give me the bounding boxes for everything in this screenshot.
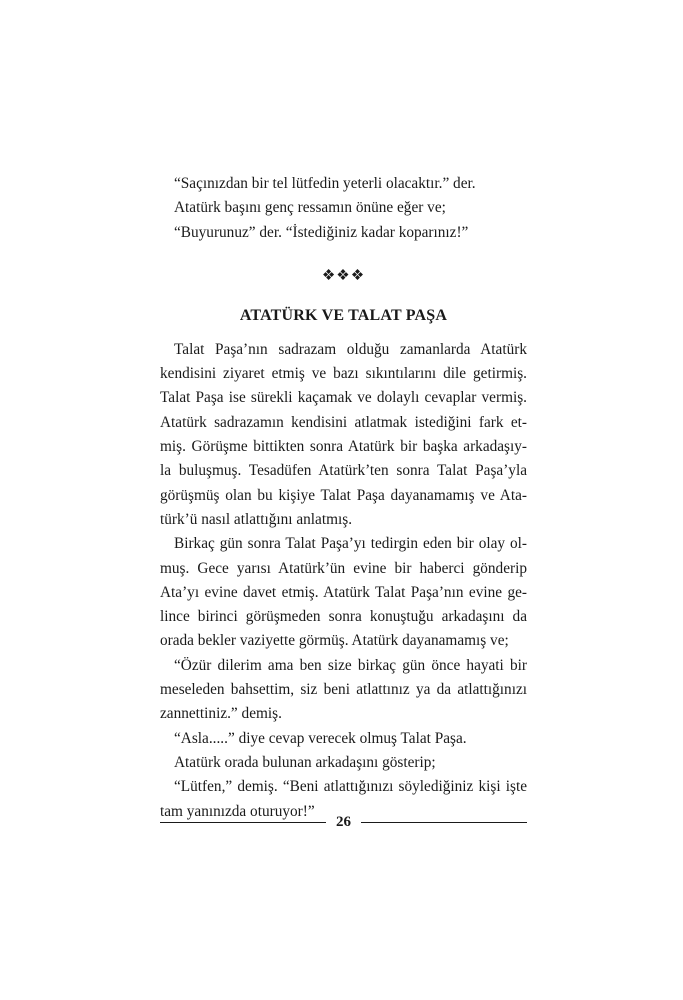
paragraph-line: Talat Paşa ise sürekli kaçamak ve dolaylı cevaplar vermiş. bbox=[160, 389, 527, 407]
paragraph-line: meseleden bahsettim, siz beni atlattınız ya da atlattığınızı bbox=[160, 681, 527, 699]
footer-rule-right bbox=[361, 822, 527, 823]
page-content bbox=[160, 172, 527, 824]
paragraph-line: zannettiniz.” demiş. bbox=[160, 705, 282, 723]
intro-line: “Buyurunuz” der. “İstediğiniz kadar koparınız!” bbox=[174, 223, 469, 241]
paragraph-line: “Özür dilerim ama ben size birkaç gün önce hayati bir bbox=[174, 656, 527, 674]
section-heading: ATATÜRK VE TALAT PAŞA bbox=[239, 306, 448, 324]
section-divider-ornament: ❖❖❖ bbox=[321, 267, 366, 284]
paragraph-line: Atatürk orada bulunan arkadaşını gösterip; bbox=[174, 753, 436, 771]
page-footer bbox=[160, 810, 527, 834]
intro-line: “Saçınızdan bir tel lütfedin yeterli olacaktır.” der. bbox=[174, 175, 476, 192]
intro-line: Atatürk başını genç ressamın önüne eğer ve; bbox=[174, 199, 446, 217]
footer-rule-left bbox=[160, 822, 326, 823]
paragraph-line: orada bekler vaziyette görmüş. Atatürk dayanamamış ve; bbox=[160, 632, 509, 650]
paragraph-line: “Asla.....” diye cevap verecek olmuş Talat Paşa. bbox=[174, 729, 467, 747]
paragraph-line: türk’ü nasıl atlattığını anlatmış. bbox=[160, 510, 353, 528]
paragraph-line: görüşmüş olan bu kişiye Talat Paşa dayanamamış ve Ata- bbox=[160, 486, 527, 504]
paragraph-line: la buluşmuş. Tesadüfen Atatürk’ten sonra Talat Paşa’yla bbox=[160, 462, 527, 480]
paragraph-line: “Lütfen,” demiş. “Beni atlattığınızı söylediğiniz kişi işte bbox=[174, 778, 527, 796]
paragraph-line: lince birinci görüşmeden sonra konuştuğu arkadaşını da bbox=[160, 608, 527, 626]
paragraph-line: Atatürk sadrazamın kendisini atlatmak istediğini fark et- bbox=[160, 413, 527, 431]
paragraph-line: kendisini ziyaret etmiş ve bazı sıkıntılarını dile getirmiş. bbox=[160, 365, 527, 383]
paragraph-line: Ata’yı evine davet etmiş. Atatürk Talat Paşa’nın evine ge- bbox=[160, 583, 527, 601]
page-number: 26 bbox=[336, 813, 351, 830]
paragraph-line: miş. Görüşme bittikten sonra Atatürk bir başka arkadaşıy- bbox=[160, 438, 527, 456]
paragraph-line: Birkaç gün sonra Talat Paşa’yı tedirgin eden bir olay ol- bbox=[174, 535, 527, 553]
paragraph-line: muş. Gece yarısı Atatürk’ün evine bir haberci gönderip bbox=[160, 559, 527, 577]
paragraph-line: tam yanınızda oturuyor!” bbox=[160, 802, 315, 820]
paragraph-line: Talat Paşa’nın sadrazam olduğu zamanlarda Atatürk bbox=[174, 340, 527, 358]
